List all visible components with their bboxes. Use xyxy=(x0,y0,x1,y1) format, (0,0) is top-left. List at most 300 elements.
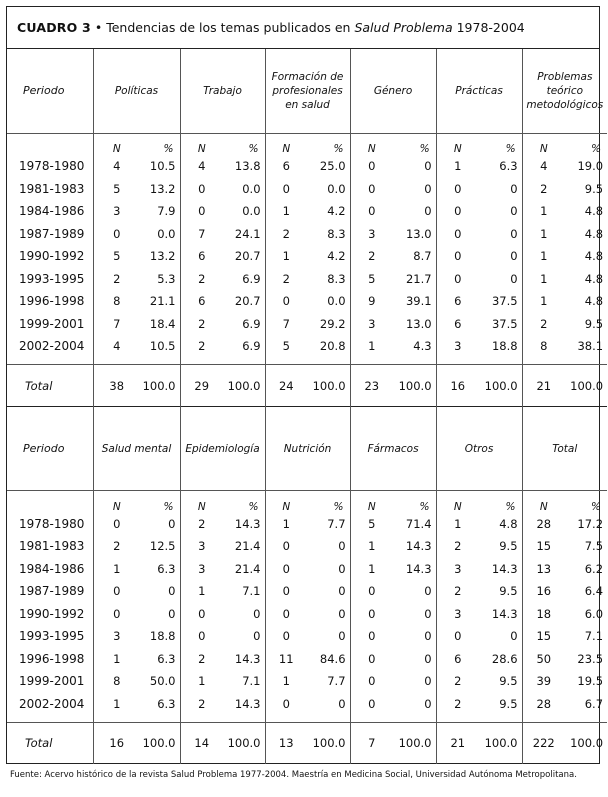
table-row xyxy=(7,693,607,716)
percent-cell: 13.2 xyxy=(149,249,176,264)
period-cell: 1996-1998 xyxy=(19,294,85,309)
count-cell: 2 xyxy=(93,268,140,291)
count-cell: 2 xyxy=(436,670,479,693)
count-cell: 1 xyxy=(93,558,140,581)
period-cell: 2002-2004 xyxy=(19,339,85,354)
count-cell: 1 xyxy=(522,223,565,246)
n-label: N xyxy=(436,491,479,513)
table-row xyxy=(7,335,607,358)
percent-cell: 7.9 xyxy=(157,204,176,219)
count-cell: 2 xyxy=(180,335,223,358)
count-cell: 2 xyxy=(350,245,393,268)
n-label: N xyxy=(522,491,565,513)
percent-cell: 14.3 xyxy=(405,539,432,554)
total-percent-cell: 100.0 xyxy=(565,365,607,407)
percent-cell: 6.2 xyxy=(584,561,604,576)
percent-cell: 0 xyxy=(424,696,432,711)
total-row xyxy=(7,365,607,407)
percent-cell: 0 xyxy=(338,629,346,644)
count-cell: 28 xyxy=(522,513,565,536)
count-cell: 2 xyxy=(522,178,565,201)
total-count-cell: 16 xyxy=(93,722,140,764)
percent-cell: 6.9 xyxy=(242,271,261,286)
count-cell: 18 xyxy=(522,603,565,626)
percent-cell: 0 xyxy=(510,204,518,219)
count-cell: 0 xyxy=(436,178,479,201)
percent-cell: 9.5 xyxy=(499,674,518,689)
percent-cell: 0 xyxy=(424,584,432,599)
percent-cell: 6.3 xyxy=(499,159,518,174)
count-cell: 5 xyxy=(350,268,393,291)
period-cell: 1984-1986 xyxy=(19,561,85,576)
percent-cell: 9.5 xyxy=(499,539,518,554)
category-header: Salud mental xyxy=(93,407,180,491)
total-percent-cell: 100.0 xyxy=(140,722,180,764)
percent-cell: 21.4 xyxy=(234,539,261,554)
count-cell: 0 xyxy=(93,603,140,626)
total-percent-cell: 100.0 xyxy=(565,722,607,764)
period-cell: 1993-1995 xyxy=(19,629,85,644)
percent-cell: 6.7 xyxy=(584,696,604,711)
count-cell: 1 xyxy=(522,268,565,291)
count-cell: 8 xyxy=(93,670,140,693)
table-row xyxy=(7,625,607,648)
count-cell: 1 xyxy=(265,200,307,223)
percent-cell: 0 xyxy=(424,204,432,219)
category-header: Nutrición xyxy=(265,407,350,491)
percent-cell: 20.7 xyxy=(234,294,261,309)
percent-cell: 13.0 xyxy=(405,226,432,241)
count-cell: 1 xyxy=(180,670,223,693)
percent-cell: 25.0 xyxy=(319,159,346,174)
percent-cell: 4.8 xyxy=(584,271,604,286)
category-header: Epidemiología xyxy=(180,407,265,491)
table-row xyxy=(7,290,607,313)
period-cell: 1999-2001 xyxy=(19,316,85,331)
percent-cell: 8.7 xyxy=(413,249,432,264)
count-cell: 7 xyxy=(93,313,140,336)
percent-cell: 0 xyxy=(168,584,176,599)
count-cell: 0 xyxy=(350,155,393,178)
count-cell: 2 xyxy=(93,535,140,558)
n-label: N xyxy=(180,133,223,155)
title-bullet: • xyxy=(94,20,103,35)
category-header: Trabajo xyxy=(180,49,265,133)
total-row xyxy=(7,722,607,764)
count-cell: 2 xyxy=(180,648,223,671)
percent-cell: 0 xyxy=(338,696,346,711)
count-cell: 4 xyxy=(180,155,223,178)
percent-cell: 14.3 xyxy=(234,516,261,531)
total-count-cell: 14 xyxy=(180,722,223,764)
count-cell: 0 xyxy=(180,603,223,626)
n-label: N xyxy=(93,133,140,155)
percent-cell: 0 xyxy=(424,181,432,196)
period-cell: 1990-1992 xyxy=(19,606,85,621)
percent-cell: 0 xyxy=(168,606,176,621)
header-row xyxy=(7,49,607,133)
count-cell: 0 xyxy=(265,580,307,603)
total-count-cell: 23 xyxy=(350,365,393,407)
percent-cell: 37.5 xyxy=(491,294,518,309)
percent-cell: 14.3 xyxy=(234,651,261,666)
total-percent-cell: 100.0 xyxy=(140,365,180,407)
count-cell: 6 xyxy=(180,290,223,313)
title-years: 1978-2004 xyxy=(456,20,525,35)
count-cell: 28 xyxy=(522,693,565,716)
percent-cell: 0 xyxy=(510,249,518,264)
count-cell: 2 xyxy=(265,223,307,246)
count-cell: 6 xyxy=(436,290,479,313)
period-cell: 1987-1989 xyxy=(19,226,85,241)
percent-cell: 0 xyxy=(338,539,346,554)
category-header: Políticas xyxy=(93,49,180,133)
percent-cell: 9.5 xyxy=(499,696,518,711)
count-cell: 5 xyxy=(93,178,140,201)
percent-cell: 12.5 xyxy=(149,539,176,554)
count-cell: 6 xyxy=(436,648,479,671)
n-label: N xyxy=(265,491,307,513)
percent-cell: 9.5 xyxy=(499,584,518,599)
count-cell: 2 xyxy=(522,313,565,336)
table-row xyxy=(7,648,607,671)
category-header: Formación de profesionales en salud xyxy=(265,49,350,133)
n-label: N xyxy=(265,133,307,155)
pct-label: % xyxy=(307,133,350,155)
title-label: CUADRO 3 xyxy=(17,20,91,35)
percent-cell: 0 xyxy=(424,629,432,644)
count-cell: 3 xyxy=(436,603,479,626)
header-row xyxy=(7,407,607,491)
table-row xyxy=(7,558,607,581)
percent-cell: 24.1 xyxy=(234,226,261,241)
percent-cell: 6.3 xyxy=(157,561,176,576)
count-cell: 0 xyxy=(265,625,307,648)
table-row xyxy=(7,245,607,268)
table-row xyxy=(7,268,607,291)
count-cell: 2 xyxy=(180,513,223,536)
percent-cell: 0 xyxy=(253,629,261,644)
total-count-cell: 24 xyxy=(265,365,307,407)
percent-cell: 37.5 xyxy=(491,316,518,331)
count-cell: 2 xyxy=(180,693,223,716)
total-percent-cell: 100.0 xyxy=(223,722,265,764)
n-label: N xyxy=(180,491,223,513)
count-cell: 0 xyxy=(265,535,307,558)
table-row xyxy=(7,223,607,246)
percent-cell: 0.0 xyxy=(242,204,261,219)
total-count-cell: 29 xyxy=(180,365,223,407)
percent-cell: 7.1 xyxy=(584,629,604,644)
count-cell: 0 xyxy=(93,223,140,246)
total-percent-cell: 100.0 xyxy=(223,365,265,407)
count-cell: 5 xyxy=(265,335,307,358)
n-label: N xyxy=(522,133,565,155)
percent-cell: 0 xyxy=(338,561,346,576)
spacer-row xyxy=(7,358,607,365)
count-cell: 0 xyxy=(265,178,307,201)
percent-cell: 6.4 xyxy=(584,584,604,599)
top-table xyxy=(7,49,607,407)
percent-cell: 14.3 xyxy=(491,606,518,621)
n-label: N xyxy=(93,491,140,513)
period-cell: 1993-1995 xyxy=(19,271,85,286)
pct-label: % xyxy=(140,133,180,155)
count-cell: 15 xyxy=(522,535,565,558)
count-cell: 4 xyxy=(93,155,140,178)
percent-cell: 6.9 xyxy=(242,316,261,331)
count-cell: 1 xyxy=(436,155,479,178)
percent-cell: 71.4 xyxy=(405,516,432,531)
percent-cell: 7.7 xyxy=(327,516,346,531)
percent-cell: 14.3 xyxy=(405,561,432,576)
percent-cell: 0 xyxy=(424,674,432,689)
period-cell: 1996-1998 xyxy=(19,651,85,666)
n-label: N xyxy=(350,491,393,513)
source-note: Fuente: Acervo histórico de la revista Salud Problema 1977-2004. Maestría en Medicina Social, Universidad Autónoma Metropolitana. xyxy=(10,770,577,780)
total-label: Total xyxy=(7,365,93,407)
count-cell: 0 xyxy=(436,268,479,291)
period-cell: 1984-1986 xyxy=(19,204,85,219)
percent-cell: 28.6 xyxy=(491,651,518,666)
percent-cell: 8.3 xyxy=(327,271,346,286)
count-cell: 1 xyxy=(180,580,223,603)
pct-label: % xyxy=(565,491,607,513)
count-cell: 0 xyxy=(350,670,393,693)
pct-label: % xyxy=(565,133,607,155)
percent-cell: 23.5 xyxy=(577,651,604,666)
count-cell: 2 xyxy=(436,535,479,558)
count-cell: 0 xyxy=(180,178,223,201)
count-cell: 1 xyxy=(436,513,479,536)
count-cell: 3 xyxy=(350,313,393,336)
percent-cell: 7.1 xyxy=(242,584,261,599)
table-row xyxy=(7,200,607,223)
percent-cell: 39.1 xyxy=(405,294,432,309)
count-cell: 1 xyxy=(93,648,140,671)
pct-label: % xyxy=(140,491,180,513)
subheader-row xyxy=(7,133,607,155)
percent-cell: 0 xyxy=(338,584,346,599)
percent-cell: 0 xyxy=(253,606,261,621)
count-cell: 0 xyxy=(350,580,393,603)
period-header: Periodo xyxy=(23,83,65,97)
period-cell: 2002-2004 xyxy=(19,696,85,711)
period-cell: 1981-1983 xyxy=(19,539,85,554)
pct-label: % xyxy=(223,133,265,155)
percent-cell: 4.2 xyxy=(327,249,346,264)
count-cell: 3 xyxy=(93,625,140,648)
percent-cell: 21.1 xyxy=(149,294,176,309)
count-cell: 39 xyxy=(522,670,565,693)
percent-cell: 0 xyxy=(168,516,176,531)
count-cell: 2 xyxy=(180,268,223,291)
percent-cell: 0.0 xyxy=(327,294,346,309)
count-cell: 8 xyxy=(522,335,565,358)
count-cell: 6 xyxy=(265,155,307,178)
count-cell: 0 xyxy=(436,223,479,246)
count-cell: 0 xyxy=(265,290,307,313)
table-frame xyxy=(6,6,604,764)
total-label: Total xyxy=(7,722,93,764)
count-cell: 1 xyxy=(350,558,393,581)
count-cell: 3 xyxy=(180,535,223,558)
percent-cell: 21.7 xyxy=(405,271,432,286)
percent-cell: 10.5 xyxy=(149,159,176,174)
n-label: N xyxy=(436,133,479,155)
percent-cell: 4.8 xyxy=(584,226,604,241)
percent-cell: 6.0 xyxy=(584,606,604,621)
percent-cell: 21.4 xyxy=(234,561,261,576)
count-cell: 3 xyxy=(350,223,393,246)
count-cell: 1 xyxy=(265,670,307,693)
count-cell: 0 xyxy=(350,200,393,223)
percent-cell: 0.0 xyxy=(327,181,346,196)
table-row xyxy=(7,178,607,201)
count-cell: 13 xyxy=(522,558,565,581)
count-cell: 15 xyxy=(522,625,565,648)
count-cell: 1 xyxy=(265,245,307,268)
count-cell: 3 xyxy=(93,200,140,223)
percent-cell: 4.8 xyxy=(499,516,518,531)
period-cell: 1981-1983 xyxy=(19,181,85,196)
count-cell: 0 xyxy=(180,625,223,648)
total-count-cell: 21 xyxy=(436,722,479,764)
period-cell: 1987-1989 xyxy=(19,584,85,599)
period-cell: 1999-2001 xyxy=(19,674,85,689)
percent-cell: 0 xyxy=(510,181,518,196)
table-row xyxy=(7,513,607,536)
count-cell: 0 xyxy=(436,245,479,268)
percent-cell: 13.0 xyxy=(405,316,432,331)
table-row xyxy=(7,313,607,336)
percent-cell: 84.6 xyxy=(319,651,346,666)
percent-cell: 14.3 xyxy=(491,561,518,576)
period-header: Periodo xyxy=(23,441,65,455)
percent-cell: 13.2 xyxy=(149,181,176,196)
category-header: Problemas teórico metodológicos xyxy=(522,49,607,133)
percent-cell: 0 xyxy=(338,606,346,621)
count-cell: 8 xyxy=(93,290,140,313)
pct-label: % xyxy=(479,491,522,513)
n-label: N xyxy=(350,133,393,155)
percent-cell: 29.2 xyxy=(319,316,346,331)
count-cell: 4 xyxy=(93,335,140,358)
percent-cell: 18.8 xyxy=(149,629,176,644)
count-cell: 0 xyxy=(350,693,393,716)
count-cell: 5 xyxy=(350,513,393,536)
percent-cell: 9.5 xyxy=(584,316,604,331)
total-percent-cell: 100.0 xyxy=(393,722,436,764)
percent-cell: 19.0 xyxy=(577,159,604,174)
count-cell: 0 xyxy=(350,648,393,671)
count-cell: 0 xyxy=(180,200,223,223)
count-cell: 6 xyxy=(180,245,223,268)
percent-cell: 6.9 xyxy=(242,339,261,354)
count-cell: 1 xyxy=(522,290,565,313)
count-cell: 0 xyxy=(436,200,479,223)
count-cell: 2 xyxy=(265,268,307,291)
total-count-cell: 38 xyxy=(93,365,140,407)
percent-cell: 20.8 xyxy=(319,339,346,354)
percent-cell: 4.3 xyxy=(413,339,432,354)
title-text: Tendencias de los temas publicados en xyxy=(106,20,351,35)
count-cell: 1 xyxy=(522,200,565,223)
count-cell: 3 xyxy=(436,558,479,581)
percent-cell: 4.8 xyxy=(584,249,604,264)
table-row xyxy=(7,670,607,693)
bottom-table xyxy=(7,406,607,764)
percent-cell: 5.3 xyxy=(157,271,176,286)
count-cell: 5 xyxy=(93,245,140,268)
count-cell: 2 xyxy=(436,580,479,603)
count-cell: 9 xyxy=(350,290,393,313)
percent-cell: 50.0 xyxy=(149,674,176,689)
percent-cell: 10.5 xyxy=(149,339,176,354)
count-cell: 1 xyxy=(350,535,393,558)
count-cell: 3 xyxy=(436,335,479,358)
total-count-cell: 7 xyxy=(350,722,393,764)
percent-cell: 0 xyxy=(424,159,432,174)
pct-label: % xyxy=(393,133,436,155)
total-percent-cell: 100.0 xyxy=(479,365,522,407)
count-cell: 0 xyxy=(265,558,307,581)
subheader-blank xyxy=(7,133,93,155)
total-count-cell: 21 xyxy=(522,365,565,407)
count-cell: 50 xyxy=(522,648,565,671)
total-percent-cell: 100.0 xyxy=(393,365,436,407)
percent-cell: 18.4 xyxy=(149,316,176,331)
title-journal: Salud Problema xyxy=(354,20,453,35)
count-cell: 2 xyxy=(180,313,223,336)
percent-cell: 14.3 xyxy=(234,696,261,711)
percent-cell: 19.5 xyxy=(577,674,604,689)
percent-cell: 7.5 xyxy=(584,539,604,554)
category-header: Otros xyxy=(436,407,522,491)
count-cell: 16 xyxy=(522,580,565,603)
count-cell: 0 xyxy=(93,513,140,536)
count-cell: 0 xyxy=(436,625,479,648)
count-cell: 1 xyxy=(522,245,565,268)
subheader-row xyxy=(7,491,607,513)
count-cell: 7 xyxy=(180,223,223,246)
percent-cell: 7.7 xyxy=(327,674,346,689)
percent-cell: 0 xyxy=(510,629,518,644)
total-percent-cell: 100.0 xyxy=(307,722,350,764)
count-cell: 0 xyxy=(93,580,140,603)
percent-cell: 4.8 xyxy=(584,204,604,219)
total-count-cell: 222 xyxy=(522,722,565,764)
count-cell: 6 xyxy=(436,313,479,336)
percent-cell: 4.2 xyxy=(327,204,346,219)
count-cell: 2 xyxy=(436,693,479,716)
category-header: Fármacos xyxy=(350,407,436,491)
period-cell: 1978-1980 xyxy=(19,516,85,531)
table-row xyxy=(7,603,607,626)
count-cell: 1 xyxy=(350,335,393,358)
percent-cell: 18.8 xyxy=(491,339,518,354)
percent-cell: 6.3 xyxy=(157,651,176,666)
total-percent-cell: 100.0 xyxy=(479,722,522,764)
percent-cell: 0 xyxy=(510,271,518,286)
count-cell: 4 xyxy=(522,155,565,178)
percent-cell: 0.0 xyxy=(157,226,176,241)
count-cell: 0 xyxy=(350,178,393,201)
percent-cell: 4.8 xyxy=(584,294,604,309)
percent-cell: 7.1 xyxy=(242,674,261,689)
period-cell: 1990-1992 xyxy=(19,249,85,264)
table-row xyxy=(7,580,607,603)
